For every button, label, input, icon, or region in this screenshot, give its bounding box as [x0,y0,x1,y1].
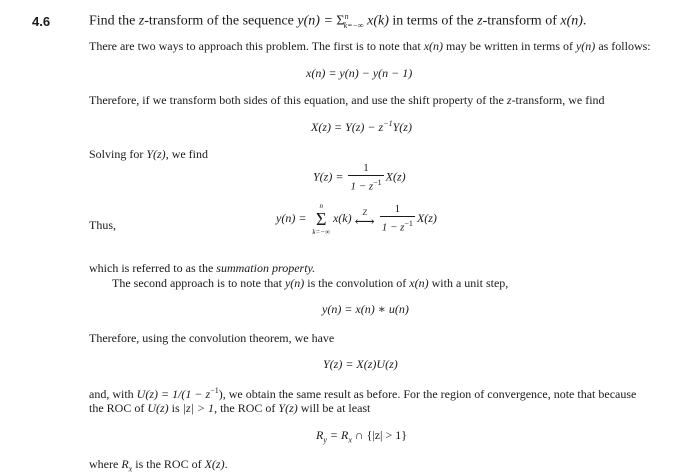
para5-text-b: y(n) [284,276,305,290]
eq4-lhs: y(n) = [276,210,310,225]
paragraph-roc [89,401,370,416]
para8-text-c: is [168,401,183,415]
para1-text-b: x(n) [423,39,444,53]
equation-transform [311,119,412,135]
eq4-term: x(k) [332,210,352,225]
para5-text-a: The second approach is to note that [112,276,285,290]
title-tail-b: -transform of [482,13,561,29]
para3-text-a: Solving for [89,147,147,161]
para3-text-c: , we find [165,147,209,161]
paragraph-convolution-theorem: Therefore, using the convolution theorem, we have [89,331,335,345]
eq3-den-base: 1 − z [350,180,374,193]
equation-roc [316,428,407,444]
equation-summation [276,202,437,236]
para9-text-c: is the ROC of [132,457,205,471]
title-eq-lhs: y(n) = [297,13,337,29]
para2-text-a: Therefore, if we transform both sides of this equation, and use the shift property of the [89,93,507,107]
title-tail-z: z [477,13,483,29]
equation-convolution: y(n) = x(n) ∗ u(n) [322,302,409,316]
eq4-sigma [312,202,330,236]
eq3-fraction [348,162,383,194]
title-sum-lower: k=−∞ [343,21,364,31]
eq4-arrow-label: Z [362,208,367,217]
eq4-fraction [380,203,415,235]
paragraph-where [89,457,228,473]
double-arrow-icon: ⟷ [354,215,375,230]
title-sum-upper: n [344,12,349,21]
label-thus: Thus, [89,218,116,232]
equation-solution [313,162,406,194]
eq3-rhs: X(z) [385,169,406,184]
para8-text-e: , the ROC of [214,401,279,415]
title-prefix: Find the [89,13,139,29]
paragraph-unit-step [89,386,636,402]
para8-text-a: the ROC of [89,401,148,415]
title-mid: -transform of the sequence [144,13,298,29]
para1-text-d: y(n) [575,39,596,53]
eq4-rhs: X(z) [416,210,437,225]
para9-text-b: R [121,457,129,471]
para9-text-b-sub: x [128,464,133,473]
para7-text-a: and, with [89,387,137,401]
para5-text-d: x(n) [409,276,429,290]
eq7-rx: = R [326,428,349,442]
title-sum-symbol: Σ [336,13,345,29]
eq3-denominator [348,176,383,194]
para7-text-c: ), we obtain the same result as before. For the region of convergence, note that because [218,387,637,401]
paragraph-summation-property [89,261,315,276]
eq4-den-base: 1 − z [381,221,405,234]
equation-product: Y(z) = X(z)U(z) [323,357,398,371]
problem-number: 4.6 [32,14,51,29]
eq7-intersection: ∩ {|z| > 1} [351,428,407,442]
eq4-transform-arrow [355,209,375,229]
eq2-lhs: X(z) = Y(z) − z [311,120,384,134]
title-tail-end: . [582,13,587,29]
para1-text-e: as follows: [595,39,651,53]
para9-text-a: where [89,457,122,471]
paragraph-shift-property [89,93,605,108]
eq4-sum-upper: n [319,202,323,210]
title-tail-a: in terms of the [388,13,478,29]
para8-text-f: Y(z) [278,401,298,415]
para5-text-e: with a unit step, [428,276,509,290]
para1-text-a: There are two ways to approach this problem. The first is to note that [89,39,424,53]
para1-text-c: may be written in terms of [443,39,576,53]
eq4-sum-symbol: Σ [315,209,327,229]
paragraph-second-approach [112,276,508,291]
eq7-rx-sub: x [348,435,352,445]
eq4-den-exponent: −1 [404,219,413,229]
para8-text-b: U(z) [147,401,169,415]
para7-text-b: U(z) = 1/(1 − z [136,387,211,401]
eq3-den-exponent: −1 [373,178,382,187]
eq2-exponent: −1 [383,119,393,128]
eq7-ry-sub: y [323,435,327,445]
title-z: z [138,13,145,29]
para8-text-g: will be at least [297,401,371,415]
eq4-denominator [380,217,415,235]
para4-text-a: which is referred to as the [89,261,217,275]
para9-text-e: . [224,457,228,471]
para5-text-c: is the convolution of [304,276,410,290]
para2-text-b: z [506,93,512,107]
para4-text-b: summation property. [216,261,316,275]
paragraph-solving [89,147,208,162]
equation-difference: x(n) = y(n) − y(n − 1) [306,66,413,80]
eq4-numerator: 1 [380,203,415,217]
para9-text-d: X(z) [204,457,225,471]
eq7-ry: R [316,428,324,442]
title-tail-x: x(n) [560,13,583,29]
eq3-lhs: Y(z) = [313,169,347,184]
para7-exponent: −1 [210,386,219,395]
eq4-sum-lower: k=−∞ [312,228,330,236]
para3-text-b: Y(z) [146,147,166,161]
eq3-numerator: 1 [348,162,383,176]
paragraph-approach [89,39,651,54]
eq2-rhs: Y(z) [392,120,412,134]
para8-text-d: |z| > 1 [182,401,215,415]
problem-statement [89,12,586,30]
title-sum-term: x(k) [363,13,389,29]
para2-text-c: -transform, we find [511,93,605,107]
